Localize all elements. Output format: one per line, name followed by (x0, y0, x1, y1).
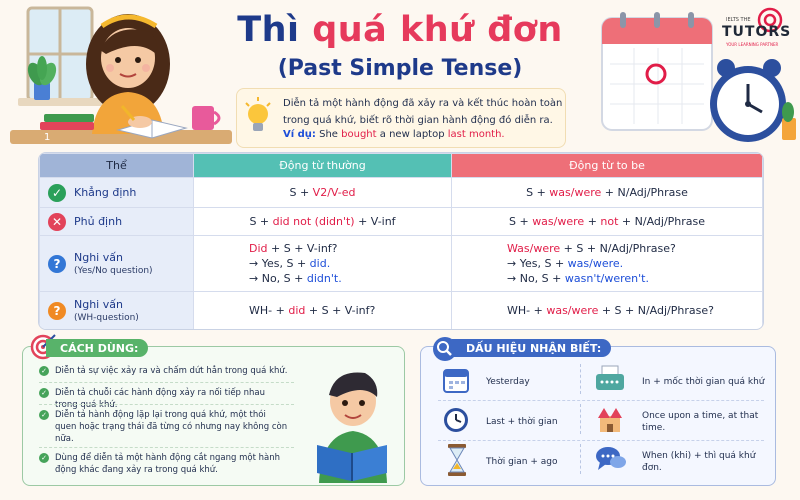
negative-to-be: S + was/were + not + N/Adj/Phrase (452, 208, 763, 236)
speech-bubbles-icon (594, 444, 628, 474)
brand-tagline: YOUR LEARNING PARTNER (726, 42, 779, 47)
check-icon: ✓ (48, 184, 66, 202)
check-icon: ✓ (39, 388, 49, 398)
signal-item: When (khi) + thì quá khứ đơn. (642, 451, 756, 473)
row-affirmative (40, 178, 763, 208)
check-icon: ✓ (39, 410, 49, 420)
definition-example (283, 129, 563, 140)
calendar-icon (442, 366, 470, 394)
check-icon: ✓ (39, 453, 49, 463)
usage-section (22, 346, 405, 486)
row-label-yes-no: Nghi vấn (74, 251, 123, 264)
row-yes-no-question (40, 236, 763, 292)
cross-icon: ✕ (48, 213, 66, 231)
hourglass-icon (446, 444, 468, 476)
girl-studying-illustration (10, 2, 232, 150)
signal-item: Once upon a time, at that time. (642, 411, 759, 433)
lightbulb-icon (243, 97, 273, 137)
row-wh-question (40, 292, 763, 330)
clock-icon (442, 406, 470, 434)
usage-item: ✓ Diễn tả hành động lặp lại trong quá khứ, một thói quen hoặc trạng thái đã từng có nhưng nay không còn nữa. (39, 409, 289, 445)
page-subtitle: (Past Simple Tense) (277, 56, 523, 81)
affirmative-regular: S + V2/V-ed (194, 178, 452, 208)
usage-item: ✓ Diễn tả sự việc xảy ra và chấm dứt hẳn trong quá khứ. (39, 365, 289, 377)
signal-item: Yesterday (486, 377, 530, 387)
title-part-1: Thì (237, 10, 300, 50)
signal-item: Last + thời gian (486, 417, 558, 427)
row-label-affirmative: Khẳng định (74, 186, 137, 199)
definition-box (236, 88, 566, 148)
book-number: 1 (44, 132, 51, 143)
signal-item: Thời gian + ago (486, 457, 558, 467)
title-part-2: quá khứ đơn (312, 10, 563, 50)
negative-regular: S + did not (didn't) + V-inf (194, 208, 452, 236)
affirmative-to-be: S + was/were + N/Adj/Phrase (452, 178, 763, 208)
typewriter-icon (594, 364, 626, 394)
row-sublabel-yes-no: (Yes/No question) (74, 266, 153, 276)
definition-text: Diễn tả một hành động đã xảy ra và kết thúc hoàn toàn trong quá khứ, biết rõ thời gian hành động đó diễn ra. (283, 98, 563, 126)
boy-reading-illustration (305, 361, 401, 483)
header-form: Thể (40, 154, 194, 178)
example-part-2: a new laptop (379, 129, 445, 140)
question-mark-icon: ? (48, 302, 66, 320)
example-verb: bought (341, 129, 377, 140)
wh-regular: WH- + did + S + V-inf? (194, 292, 452, 330)
conjugation-table (38, 152, 764, 330)
header-to-be: Động từ to be (452, 154, 763, 178)
usage-item: ✓ Diễn tả chuỗi các hành động xảy ra nối tiếp nhau trong quá khứ. (39, 387, 289, 411)
row-label-negative: Phủ định (74, 215, 123, 228)
example-part-1: She (319, 129, 338, 140)
example-label: Ví dụ: (283, 129, 316, 140)
row-label-wh: Nghi vấn (74, 298, 123, 311)
calendar-clock-illustration (596, 12, 796, 150)
brand-name: TUTORS (722, 24, 792, 40)
castle-icon (594, 404, 626, 434)
brand-top-text: IELTS THE (726, 17, 751, 23)
check-icon: ✓ (39, 366, 49, 376)
row-negative (40, 208, 763, 236)
example-time: last month. (447, 129, 505, 140)
wh-to-be: WH- + was/were + S + N/Adj/Phrase? (452, 292, 763, 330)
signal-item: In + mốc thời gian quá khứ (642, 377, 765, 387)
yes-no-to-be: Was/were + S + N/Adj/Phrase? → Yes, S + was/were. → No, S + wasn't/weren't. (452, 236, 763, 292)
header-regular-verb: Động từ thường (194, 154, 452, 178)
signals-title: DẤU HIỆU NHẬN BIẾT: (452, 339, 611, 357)
usage-title: CÁCH DÙNG: (46, 339, 148, 357)
row-sublabel-wh: (WH-question) (74, 313, 139, 323)
page-title (230, 10, 570, 50)
question-mark-icon: ? (48, 255, 66, 273)
usage-item: ✓ Dùng để diễn tả một hành động cắt ngang một hành động khác đang xảy ra trong quá khứ. (39, 452, 289, 476)
yes-no-regular: Did + S + V-inf? → Yes, S + did. → No, S + didn't. (194, 236, 452, 292)
